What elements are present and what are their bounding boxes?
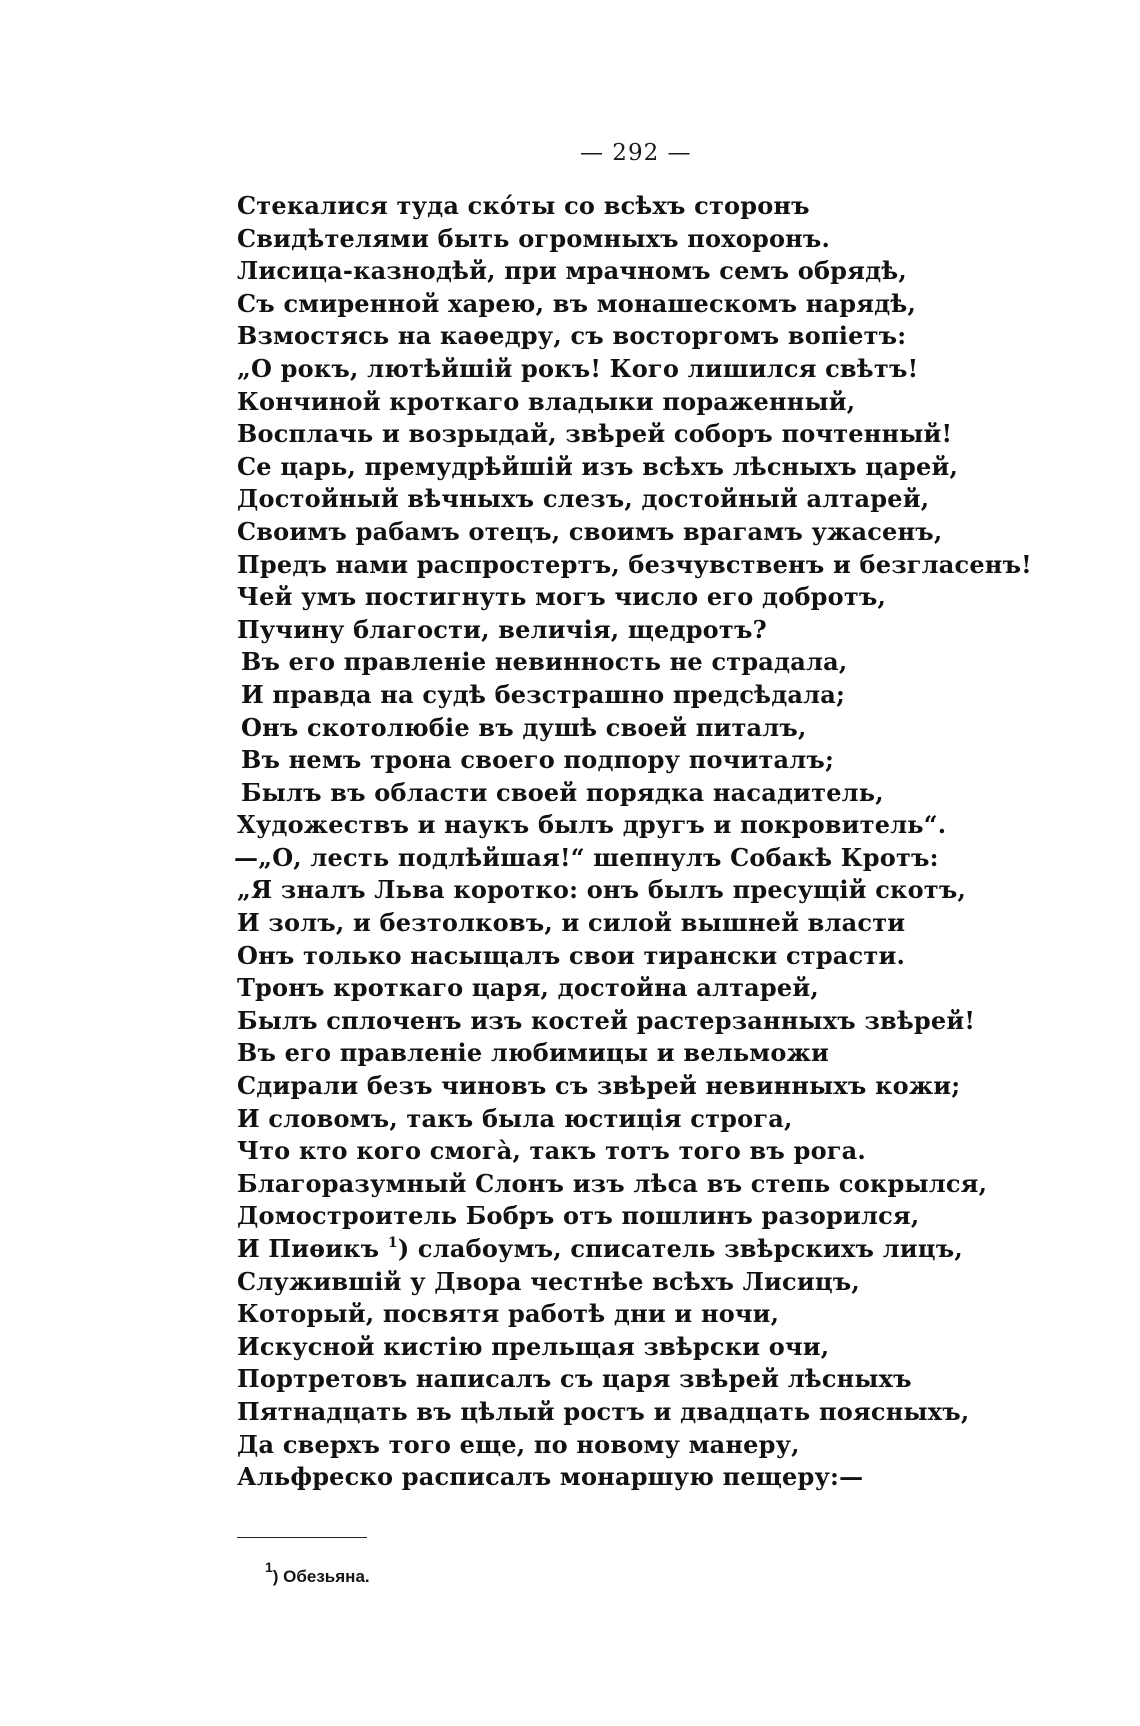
verse-line: И золъ, и безтолковъ, и силой вышней власти xyxy=(237,908,906,938)
verse-line: Въ его правленіе любимицы и вельможи xyxy=(237,1038,830,1068)
verse-line: И словомъ, такъ была юстиція строга, xyxy=(237,1103,793,1133)
footnote: $^1$) Обезьяна. xyxy=(265,1559,370,1586)
verse-line: Что кто кого смогà, такъ тотъ того въ рога. xyxy=(237,1136,866,1166)
verse-line: Кончиной кроткаго владыки пораженный, xyxy=(237,386,856,416)
page-number: — 292 — xyxy=(580,140,692,166)
verse-line: И Пиѳикъ $^1$) слабоумъ, списатель звѣрскихъ лицъ, xyxy=(237,1234,963,1263)
verse-text xyxy=(234,190,1057,1494)
verse-line: „Я зналъ Льва коротко: онъ былъ пресущій скотъ, xyxy=(237,875,967,905)
verse-line: Лисица-казнодѣй, при мрачномъ семъ обрядѣ, xyxy=(237,256,907,286)
verse-line: Благоразумный Слонъ изъ лѣса въ степь сокрылся, xyxy=(237,1168,988,1198)
verse-line: Своимъ рабамъ отецъ, своимъ врагамъ ужасенъ, xyxy=(237,516,943,546)
verse-line: Портретовъ написалъ съ царя звѣрей лѣсныхъ xyxy=(237,1364,912,1394)
verse-line: Да сверхъ того еще, по новому манеру, xyxy=(237,1429,800,1459)
verse-line: Пятнадцать въ цѣлый ростъ и двадцать поясныхъ, xyxy=(237,1396,970,1426)
footnote-marker: 1 xyxy=(265,1559,273,1575)
verse-line: Онъ скотолюбіе въ душѣ своей питалъ, xyxy=(241,712,807,742)
verse-line: Достойный вѣчныхъ слезъ, достойный алтарей, xyxy=(237,484,930,514)
verse-line: И правда на судѣ безстрашно предсѣдала; xyxy=(241,679,846,709)
verse-line: Въ его правленіе невинность не страдала, xyxy=(241,647,848,677)
footnote-marker: 1 xyxy=(387,1235,398,1251)
verse-line: Въ немъ трона своего подпору почиталъ; xyxy=(241,745,835,775)
verse-line: Былъ сплоченъ изъ костей растерзанныхъ звѣрей! xyxy=(237,1005,976,1035)
verse-line: Пучину благости, величія, щедротъ? xyxy=(237,614,767,644)
verse-line: Онъ только насыщалъ свои тирански страсти. xyxy=(237,940,906,970)
verse-line: Альфреско расписалъ монаршую пещеру:— xyxy=(237,1462,864,1492)
verse-line: Художествъ и наукъ былъ другъ и покровитель“. xyxy=(237,810,947,840)
verse-line: Предъ нами распростертъ, безчувственъ и безгласенъ! xyxy=(237,549,1032,579)
verse-line: Съ смиренной харею, въ монашескомъ нарядѣ, xyxy=(237,288,917,318)
verse-line: Стекалися туда скóты со всѣхъ сторонъ xyxy=(237,191,810,220)
verse-line: Се царь, премудрѣйшій изъ всѣхъ лѣсныхъ царей, xyxy=(237,451,959,481)
footnote-separator xyxy=(237,1537,367,1538)
verse-line: Восплачь и возрыдай, звѣрей соборъ почтенный! xyxy=(237,419,953,449)
verse-line: Чей умъ постигнуть могъ число его добротъ, xyxy=(237,582,887,612)
verse-line: Служившій у Двора честнѣе всѣхъ Лисицъ, xyxy=(237,1266,860,1296)
verse-line: Былъ въ области своей порядка насадитель, xyxy=(241,777,884,807)
verse-line: Который, посвятя работѣ дни и ночи, xyxy=(237,1299,780,1329)
verse-line: Сдирали безъ чиновъ съ звѣрей невинныхъ кожи; xyxy=(237,1071,961,1101)
verse-line: Искусной кистію прельщая звѣрски очи, xyxy=(237,1331,830,1361)
verse-line: Домостроитель Бобръ отъ пошлинъ разорился, xyxy=(237,1201,920,1231)
verse-line: „О рокъ, лютѣйшій рокъ! Кого лишился свѣтъ! xyxy=(237,353,919,383)
verse-line: Тронъ кроткаго царя, достойна алтарей, xyxy=(237,973,819,1003)
verse-line: Свидѣтелями быть огромныхъ похоронъ. xyxy=(237,223,831,253)
verse-line: Взмостясь на каѳедру, съ восторгомъ вопіетъ: xyxy=(237,321,907,351)
verse-line: —„О, лесть подлѣйшая!“ шепнулъ Собакѣ Кротъ: xyxy=(234,842,939,872)
